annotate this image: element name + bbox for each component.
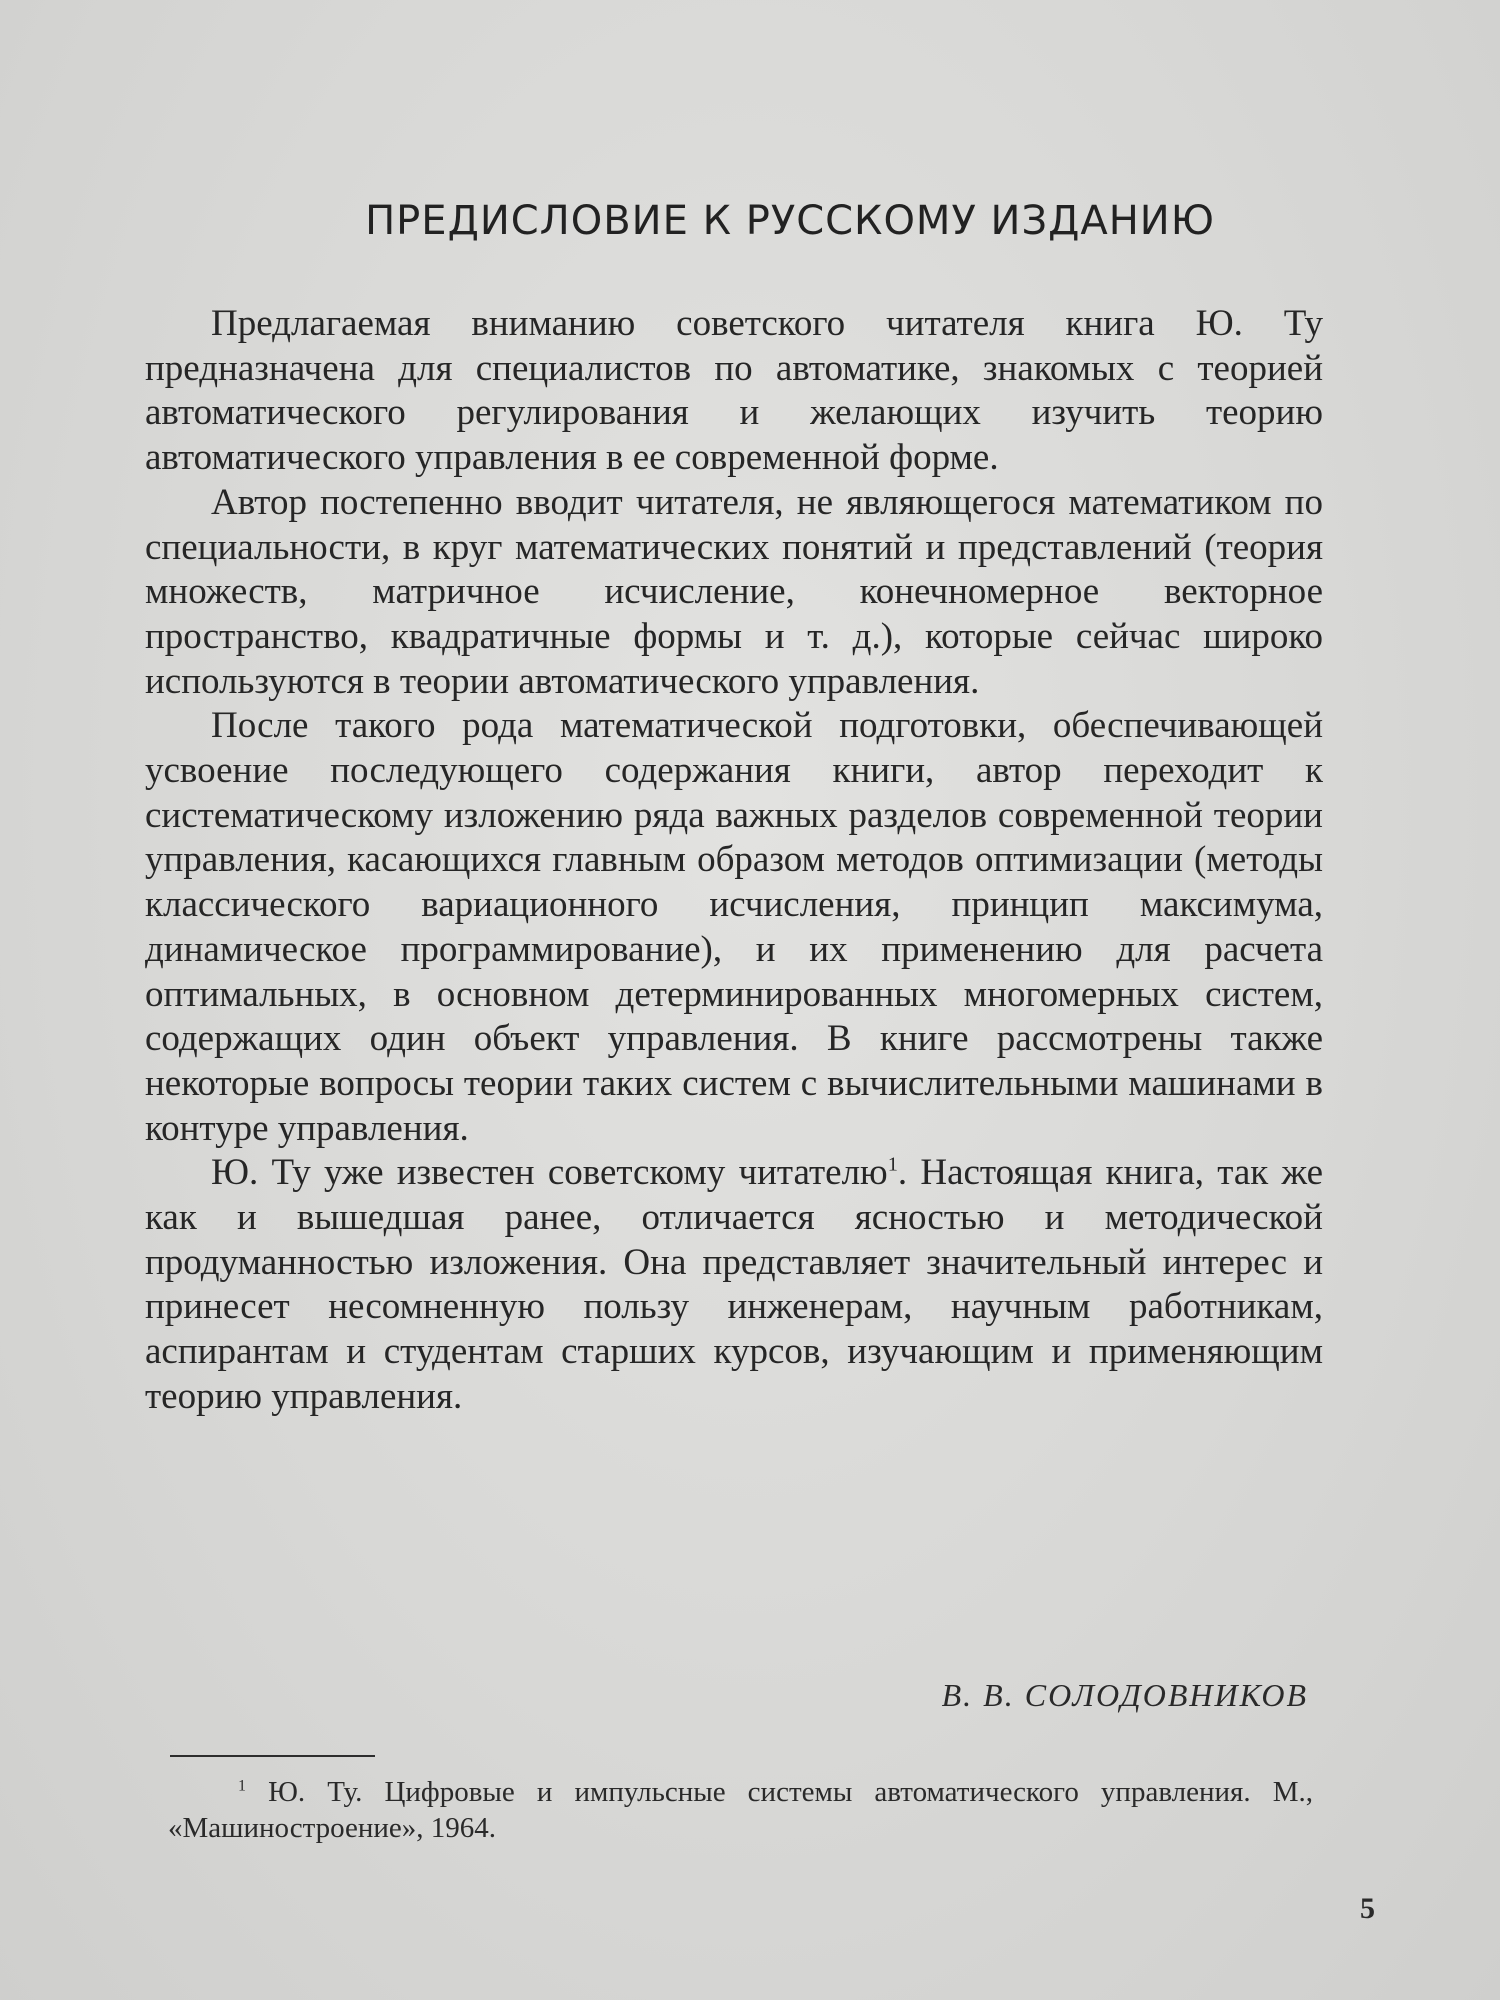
page-title: ПРЕДИСЛОВИЕ К РУССКОМУ ИЗДАНИЮ bbox=[365, 198, 1215, 244]
paragraph-2: Автор постепенно вводит читателя, не являющегося математиком по специальности, в круг математических понятий и представлений (теория множеств, матричное исчисление, конечномерное векторное пространство, квадратичные формы и т. д.), которые сейчас широко используются в теории автоматического управления. bbox=[145, 481, 1323, 702]
author-signature: В. В. СОЛОДОВНИКОВ bbox=[941, 1677, 1308, 1713]
footnote-reference: 1 bbox=[887, 1154, 898, 1177]
footnote-text: Ю. Ту. Цифровые и импульсные системы автоматического управления. М., «Машиностроение», 1964. bbox=[168, 1776, 1313, 1844]
page-number: 5 bbox=[1360, 1892, 1375, 1925]
footnote-mark: 1 bbox=[238, 1777, 246, 1795]
footnote-divider bbox=[170, 1755, 375, 1757]
paragraph-4-text-end: . Настоящая книга, так же как и вышедшая ранее, отличается ясностью и методической продуманностью изложения. Она представляет значительный интерес и принесет несомненную пользу инженерам, научным работникам, аспирантам и студентам старших курсов, изучающим и применяющим теорию управления. bbox=[145, 1152, 1323, 1417]
preface-body bbox=[145, 302, 1323, 1420]
paragraph-3: После такого рода математической подготовки, обеспечивающей усвоение последующего содержания книги, автор переходит к систематическому изложению ряда важных разделов современной теории управления, касающихся главным образом методов оптимизации (методы классического вариационного исчисления, принцип максимума, динамическое программирование), и их применению для расчета оптимальных, в основном детерминированных многомерных систем, содержащих один объект управления. В книге рассмотрены также некоторые вопросы теории таких систем с вычислительными машинами в контуре управления. bbox=[145, 705, 1323, 1149]
paragraph-4 bbox=[145, 1151, 1323, 1419]
paragraph-4-text-start: Ю. Ту уже известен советскому читателю bbox=[211, 1152, 888, 1194]
footnote bbox=[168, 1774, 1313, 1846]
paragraph-1: Предлагаемая вниманию советского читателя книга Ю. Ту предназначена для специалистов по автоматике, знакомых с теорией автоматического регулирования и желающих изучить теорию автоматического управления в ее современной форме. bbox=[145, 303, 1323, 479]
